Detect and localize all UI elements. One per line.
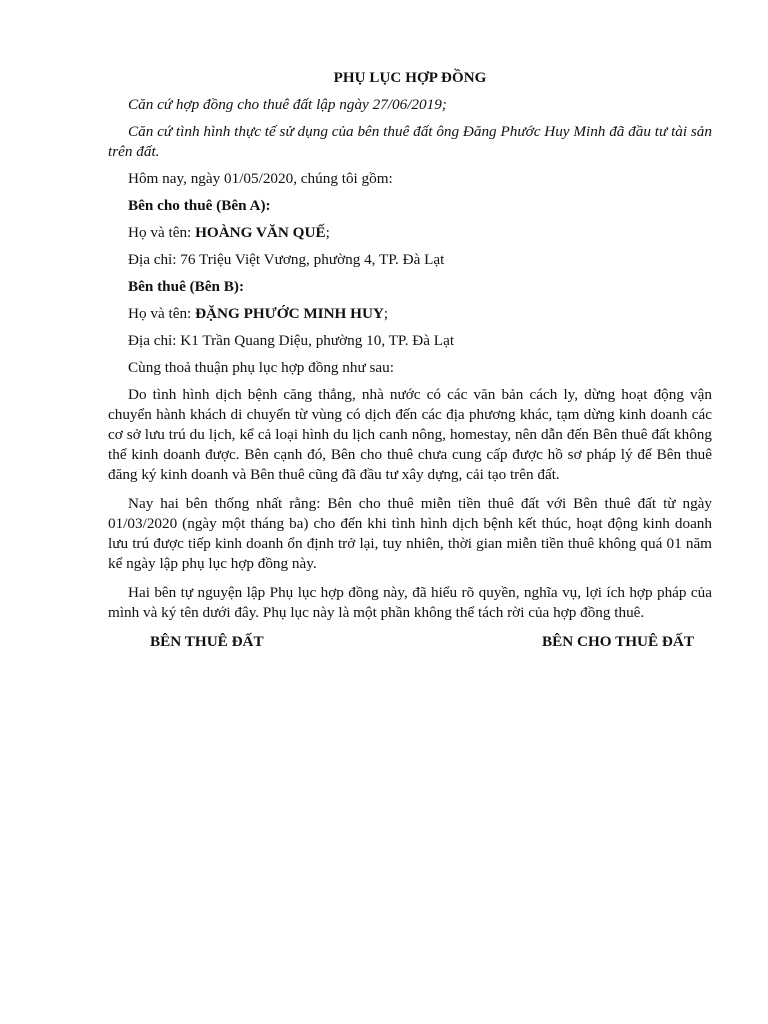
document-title: PHỤ LỤC HỢP ĐỒNG (333, 70, 487, 86)
signature-lessor: BÊN CHO THUÊ ĐẤT (541, 633, 694, 650)
agreement-intro: Cùng thoả thuận phụ lục hợp đồng như sau: (128, 359, 394, 376)
party-b-name-suffix: ; (383, 305, 389, 322)
party-b-name: ĐẶNG PHƯỚC MINH HUY (195, 305, 384, 322)
party-a-name-suffix: ; (325, 224, 330, 241)
basis-line-1: Căn cứ hợp đồng cho thuê đất lập ngày 27/06/2019; (128, 96, 447, 113)
party-b-name-label: Họ và tên: (128, 305, 196, 322)
signature-row (108, 632, 712, 654)
party-a-name-line (108, 223, 712, 243)
paragraph-2: Nay hai bên thống nhất rằng: Bên cho thuê miễn tiền thuê đất với Bên thuê đất từ ngày 01/03/2020 (ngày một tháng ba) cho đến khi tình hình dịch bệnh kết thúc, hoạt động kinh doanh lưu trú được tiếp kinh doanh ổn định trở lại, tuy nhiên, thời gian miễn tiền thuê không quá 01 năm kể ngày lập phụ lục hợp đồng này. (108, 495, 712, 572)
signature-lessee: BÊN THUÊ ĐẤT (150, 633, 264, 650)
paragraph-1: Do tình hình dịch bệnh căng thẳng, nhà nước có các văn bản cách ly, dừng hoạt động vận chuyển hành khách di chuyển từ vùng có dịch đến các địa phương khác, tạm dừng kinh doanh các cơ sở lưu trú du lịch, kể cả loại hình du lịch canh nông, homestay, nên dẫn đến Bên thuê đất không thể kinh doanh được. Bên cạnh đó, Bên cho thuê chưa cung cấp được hồ sơ pháp lý để Bên thuê đăng ký kinh doanh và Bên thuê cũng đã đầu tư xây dựng, cải tạo trên đất. (108, 386, 712, 483)
party-b-heading: Bên thuê (Bên B): (128, 278, 245, 295)
party-a-name-label: Họ và tên: (128, 224, 196, 241)
document-page (108, 68, 712, 654)
party-a-heading: Bên cho thuê (Bên A): (128, 197, 271, 214)
intro-line: Hôm nay, ngày 01/05/2020, chúng tôi gồm: (128, 170, 393, 187)
basis-line-2: Căn cứ tình hình thực tế sử dụng của bên thuê đất ông Đăng Phước Huy Minh đã đầu tư tài sản trên đất. (108, 123, 712, 160)
party-a-address: Địa chỉ: 76 Triệu Việt Vương, phường 4, TP. Đà Lạt (128, 251, 445, 268)
party-a-name: HOÀNG VĂN QUẾ (195, 224, 326, 241)
paragraph-3: Hai bên tự nguyện lập Phụ lục hợp đồng này, đã hiểu rõ quyền, nghĩa vụ, lợi ích hợp pháp của mình và ký tên dưới đây. Phụ lục này là một phần không thể tách rời của hợp đồng thuê. (108, 584, 712, 621)
party-b-name-line (108, 304, 712, 324)
party-b-address: Địa chỉ: K1 Trần Quang Diệu, phường 10, TP. Đà Lạt (128, 332, 455, 349)
